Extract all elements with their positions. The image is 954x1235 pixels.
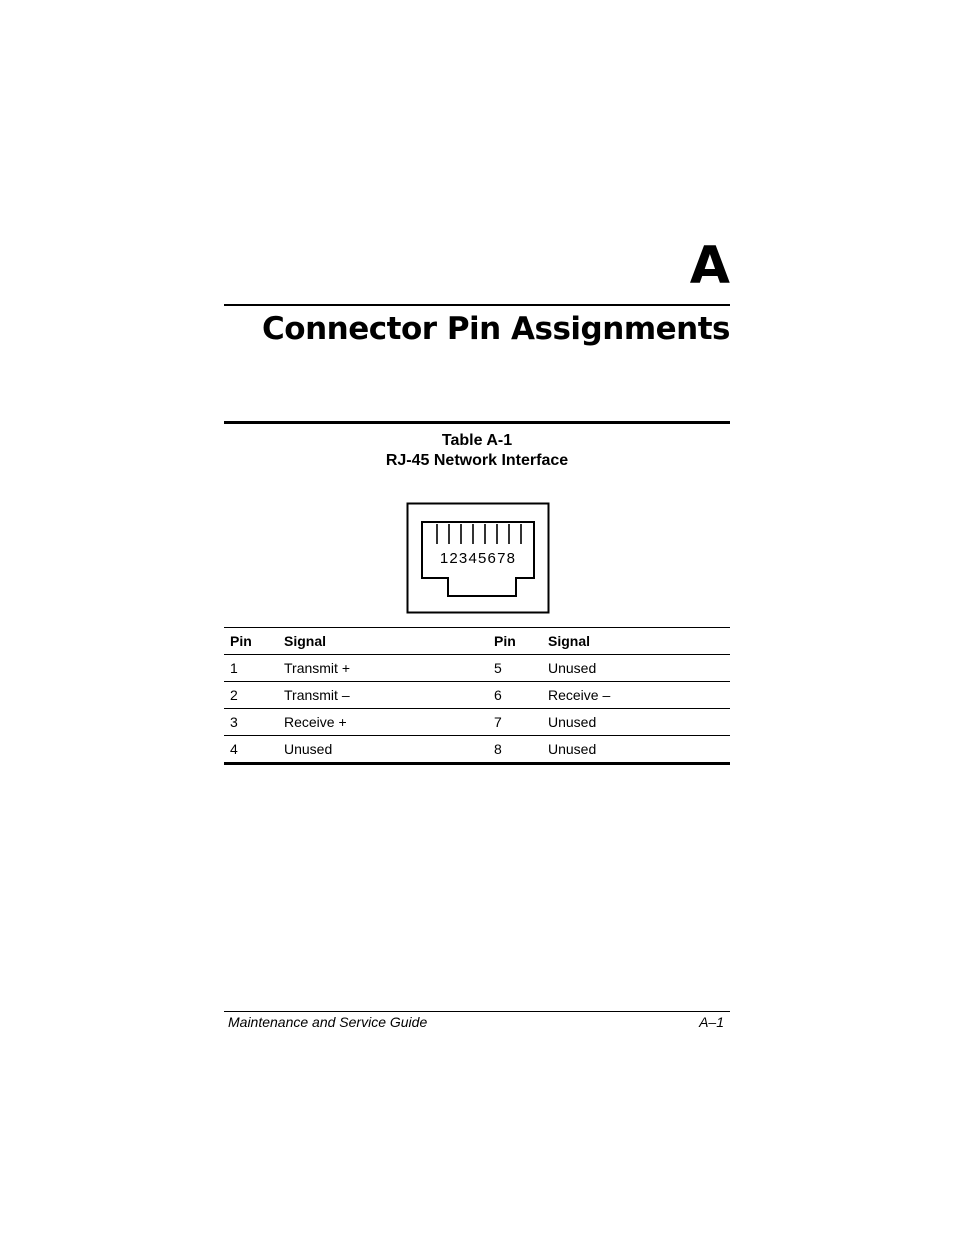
table-top-rule <box>224 421 730 424</box>
pin-signal: Transmit + <box>278 655 488 682</box>
pin-number: 2 <box>224 682 278 709</box>
header-pin-left: Pin <box>224 628 278 655</box>
table-number: Table A-1 <box>441 432 513 449</box>
footer-guide-title: Maintenance and Service Guide <box>228 1014 428 1030</box>
table-row <box>224 682 730 709</box>
pin-number: 4 <box>224 736 278 764</box>
header-pin-right: Pin <box>488 628 542 655</box>
pin-number: 7 <box>488 709 542 736</box>
footer-rule <box>224 1011 730 1012</box>
header-signal-right: Signal <box>542 628 730 655</box>
pin-number: 1 <box>224 655 278 682</box>
table-caption <box>224 431 730 471</box>
pin-number: 8 <box>488 736 542 764</box>
table-title: RJ-45 Network Interface <box>385 452 569 469</box>
chapter-rule <box>224 304 730 306</box>
chapter-title: Connector Pin Assignments <box>262 311 730 347</box>
pin-assignment-table <box>224 627 730 765</box>
connector-pin-labels: 12345678 <box>439 550 517 567</box>
header-signal-left: Signal <box>278 628 488 655</box>
footer-page-number: A–1 <box>699 1014 724 1030</box>
chapter-letter: A <box>689 236 730 296</box>
pin-signal: Unused <box>542 655 730 682</box>
table-row <box>224 709 730 736</box>
connector-pin-lines <box>437 524 521 544</box>
rj45-connector-diagram <box>406 502 550 614</box>
pin-number: 6 <box>488 682 542 709</box>
pin-signal: Receive + <box>278 709 488 736</box>
pin-number: 3 <box>224 709 278 736</box>
table-header-row <box>224 628 730 655</box>
pin-signal: Receive – <box>542 682 730 709</box>
pin-signal: Transmit – <box>278 682 488 709</box>
table-row <box>224 655 730 682</box>
pin-number: 5 <box>488 655 542 682</box>
pin-signal: Unused <box>542 709 730 736</box>
table-row <box>224 736 730 764</box>
pin-signal: Unused <box>542 736 730 764</box>
pin-signal: Unused <box>278 736 488 764</box>
